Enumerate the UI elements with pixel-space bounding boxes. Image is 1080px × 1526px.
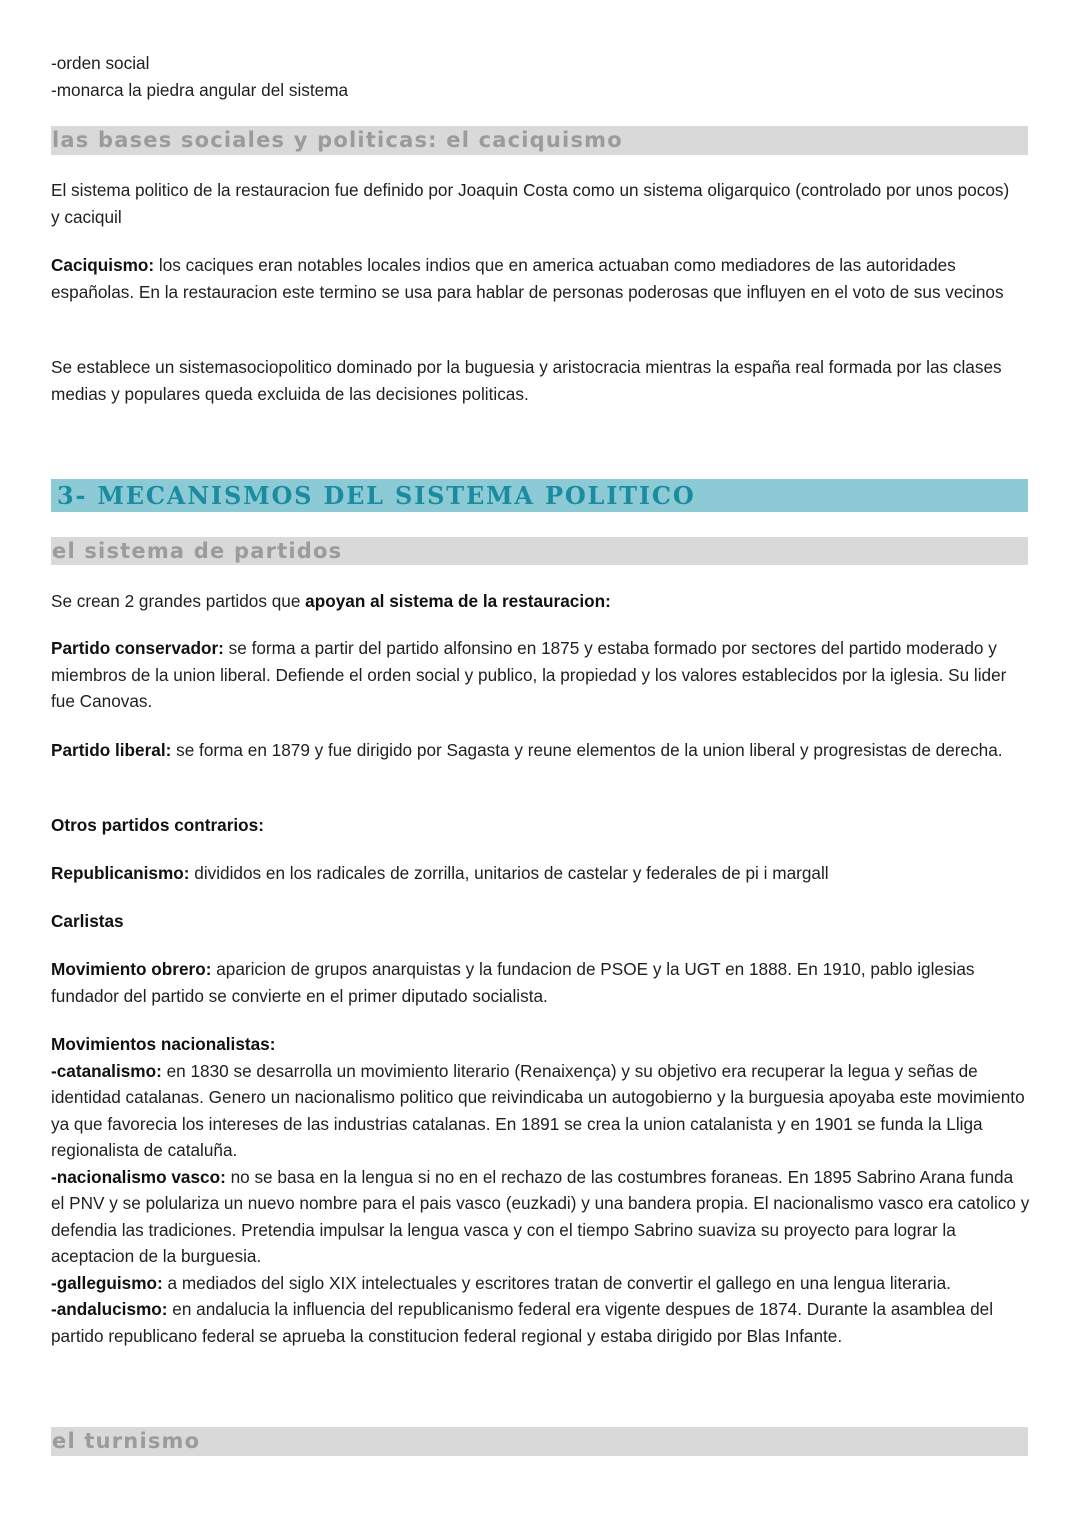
text: aparicion de grupos anarquistas y la fundacion de PSOE y la UGT en 1888. En 1910, pablo iglesias fundador del partido se convierte en el primer diputado socialista. bbox=[51, 959, 975, 1006]
text: Se crean 2 grandes partidos que bbox=[51, 591, 306, 611]
term: apoyan al sistema de la restauracion: bbox=[305, 591, 611, 611]
paragraph bbox=[51, 252, 1036, 305]
term: Republicanismo: bbox=[51, 863, 190, 883]
paragraph bbox=[51, 812, 1036, 839]
term: Movimiento obrero: bbox=[51, 959, 212, 979]
text: en andalucia la influencia del republicanismo federal era vigente despues de 1874. Durante la asamblea del partido republicano federal se aprueba la constitucion federal regional y estaba dirigido por Blas Infante. bbox=[51, 1299, 994, 1346]
term: -nacionalismo vasco: bbox=[51, 1166, 226, 1187]
subheading-partidos: el sistema de partidos bbox=[51, 537, 1028, 565]
paragraph bbox=[51, 956, 1036, 1009]
text-line: -monarca la piedra angular del sistema bbox=[51, 79, 349, 100]
term: Otros partidos contrarios: bbox=[51, 815, 264, 835]
term: Movimientos nacionalistas: bbox=[51, 1034, 276, 1054]
text: a mediados del siglo XIX intelectuales y escritores tratan de convertir el gallego en una lengua literaria. bbox=[162, 1272, 951, 1293]
paragraph bbox=[51, 737, 1016, 764]
section-title: 3- MECANISMOS DEL SISTEMA POLITICO bbox=[51, 479, 1028, 512]
paragraph bbox=[51, 635, 1021, 715]
text: se forma a partir del partido alfonsino en 1875 y estaba formado por sectores del partido moderado y miembros de la union liberal. Defiende el orden social y publico, la propiedad y los valores establecidos por la iglesia. Su lider fue Canovas. bbox=[51, 638, 1007, 711]
paragraph bbox=[51, 908, 1036, 935]
paragraph bbox=[51, 588, 1036, 615]
paragraph bbox=[51, 860, 1036, 887]
text: no se basa en la lengua si no en el rechazo de las costumbres foraneas. En 1895 Sabrino Arana funda el PNV y se polulariza un nuevo nombre para el pais vasco (euzkadi) y una bandera propia. El nacionalismo vasco era catolico y defendia las tradiciones. Pretendia impulsar la lengua vasca y con el tiempo Sabrino suaviza su proyecto para lograr la aceptacion de la burguesia. bbox=[51, 1166, 1030, 1266]
term: -catanalismo: bbox=[51, 1060, 162, 1081]
subheading-turnismo: el turnismo bbox=[51, 1427, 1028, 1456]
term: Caciquismo: bbox=[51, 255, 155, 275]
term: Partido conservador: bbox=[51, 638, 224, 658]
text-line: -orden social bbox=[51, 53, 150, 73]
term: -galleguismo: bbox=[51, 1272, 163, 1293]
term: Partido liberal: bbox=[51, 740, 172, 760]
list-item bbox=[51, 50, 1036, 103]
term: -andalucismo: bbox=[51, 1299, 168, 1319]
paragraph: Se establece un sistemasociopolitico dominado por la buguesia y aristocracia mientras la españa real formada por las clases medias y populares queda excluida de las decisiones politicas. bbox=[51, 357, 1002, 404]
text: en 1830 se desarrolla un movimiento literario (Renaixença) y su objetivo era recuperar la legua y señas de identidad catalanas. Genero un nacionalismo politico que reivindicaba un autogobierno y la burguesia apoyaba este movimiento ya que favorecia los intereses de las industrias catalanas. En 1891 se crea la union catalanista y en 1901 se funda la Lliga regionalista de cataluña. bbox=[51, 1060, 1025, 1160]
subheading-caciquismo: las bases sociales y politicas: el caciquismo bbox=[51, 126, 1028, 155]
text: divididos en los radicales de zorrilla, unitarios de castelar y federales de pi i margall bbox=[189, 863, 829, 883]
text: los caciques eran notables locales indios que en america actuaban como mediadores de las autoridades españolas. En la restauracion este termino se usa para hablar de personas poderosas que influyen en el voto de sus vecinos bbox=[51, 255, 1004, 302]
term: Carlistas bbox=[51, 911, 124, 931]
paragraph: El sistema politico de la restauracion fue definido por Joaquin Costa como un sistema oligarquico (controlado por unos pocos) y caciquil bbox=[51, 180, 1010, 227]
text: se forma en 1879 y fue dirigido por Sagasta y reune elementos de la union liberal y progresistas de derecha. bbox=[171, 740, 1003, 760]
paragraph-nacionalismos bbox=[51, 1031, 1031, 1349]
